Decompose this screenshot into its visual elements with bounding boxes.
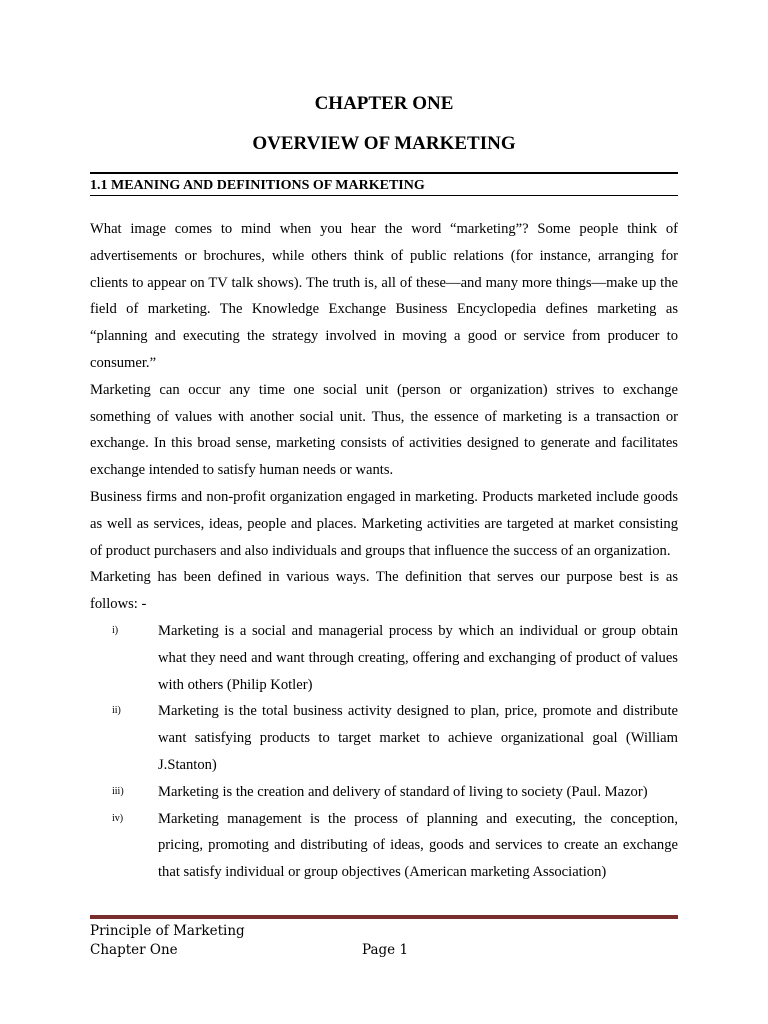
body-text	[90, 216, 678, 886]
definition-item	[90, 698, 678, 778]
definition-text: Marketing management is the process of planning and executing, the conception, pricing, promoting and distributing of ideas, goods and services to create an exchange that satisfy individual or group objectives (American marketing Association)	[158, 810, 678, 881]
footer-page-number: Page 1	[362, 942, 409, 958]
paragraph-business-firms: Business firms and non-profit organization engaged in marketing. Products marketed include goods as well as services, ideas, people and places. Marketing activities are targeted at market consisting of product purchasers and also individuals and groups that influence the success of an organization.	[90, 488, 678, 559]
definition-text: Marketing is a social and managerial process by which an individual or group obtain what they need and want through creating, offering and exchanging of product of values with others (Philip Kotler)	[158, 622, 678, 693]
definition-text: Marketing is the creation and delivery of standard of living to society (Paul. Mazor)	[158, 783, 648, 800]
section-heading: 1.1 MEANING AND DEFINITIONS OF MARKETING	[90, 172, 678, 196]
paragraph-definitions-intro: Marketing has been defined in various ways. The definition that serves our purpose best is as follows: -	[90, 569, 678, 613]
footer-course-title: Principle of Marketing	[90, 923, 245, 939]
footer-chapter-label: Chapter One	[90, 942, 178, 958]
overview-title: OVERVIEW OF MARKETING	[252, 133, 516, 154]
chapter-title: CHAPTER ONE	[314, 93, 454, 114]
paragraph-exchange: Marketing can occur any time one social unit (person or organization) strives to exchange something of values with another social unit. Thus, the essence of marketing is a transaction or exchange. In this broad sense, marketing consists of activities designed to generate and facilitates exchange intended to satisfy human needs or wants.	[90, 381, 678, 479]
definitions-list	[90, 618, 678, 886]
definition-item	[90, 806, 678, 886]
page-footer	[90, 922, 678, 960]
definition-item	[90, 618, 678, 698]
definition-number: iii)	[112, 785, 124, 797]
paragraph-intro: What image comes to mind when you hear the word “marketing”? Some people think of advertisements or brochures, while others think of public relations (for instance, arranging for clients to appear on TV talk shows). The truth is, all of these—and many more things—make up the field of marketing. The Knowledge Exchange Business Encyclopedia defines marketing as “planning and executing the strategy involved in moving a good or service from producer to consumer.”	[90, 221, 678, 371]
definition-item	[90, 779, 678, 806]
definition-number: i)	[112, 624, 119, 636]
definition-number: ii)	[112, 705, 121, 717]
definition-text: Marketing is the total business activity designed to plan, price, promote and distribute want satisfying products to target market to achieve organizational goal (William J.Stanton)	[158, 703, 678, 773]
definition-number: iv)	[112, 812, 124, 824]
footer-rule	[90, 915, 678, 919]
